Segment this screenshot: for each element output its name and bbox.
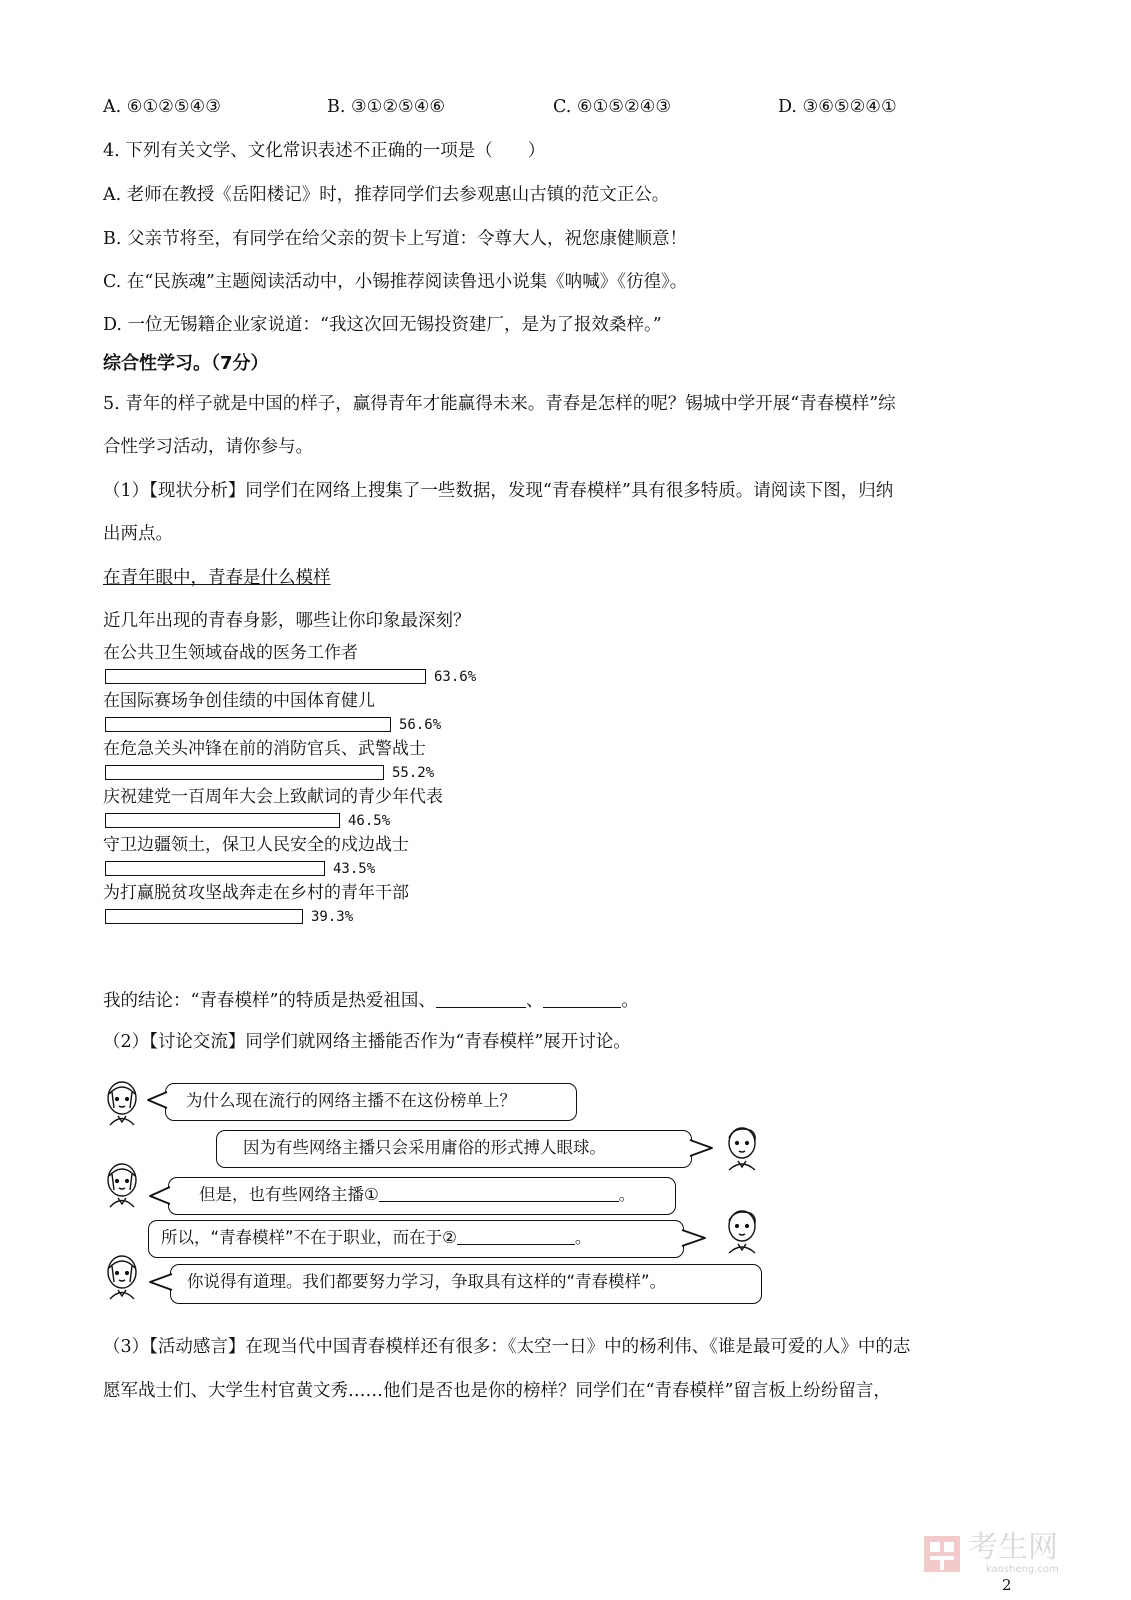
girl-avatar-icon [100, 1160, 144, 1210]
q5-part1-line1: （1）【现状分析】同学们在网络上搜集了一些数据，发现“青春模样”具有很多特质。请阅读下图，归纳 [103, 481, 894, 501]
q4-option-d: D. 一位无锡籍企业家说道：“我这次回无锡投资建厂，是为了报效桑梓。” [103, 315, 662, 335]
q4-option-c: C. 在“民族魂”主题阅读活动中，小锡推荐阅读鲁迅小说集《呐喊》《彷徨》。 [103, 272, 688, 292]
q3-option-a: A. ⑥①②⑤④③ [103, 97, 221, 117]
dialog-end-4: 。 [574, 1228, 592, 1247]
section-title: 综合性学习。（7分） [103, 353, 269, 374]
bar-category-label: 在公共卫生领域奋战的医务工作者 [103, 643, 358, 663]
conclusion-end: 。 [621, 991, 639, 1011]
q5-intro-line1: 5. 青年的样子就是中国的样子，赢得青年才能赢得未来。青春是怎样的呢？锡城中学开展“青春模样”综 [103, 394, 896, 414]
q5-intro-line2: 合性学习活动，请你参与。 [103, 437, 313, 457]
bar-value-label: 46.5% [348, 813, 391, 829]
conclusion-prefix: 我的结论：“青春模样”的特质是热爱祖国、 [103, 991, 436, 1011]
chart-question: 近几年出现的青春身影，哪些让你印象最深刻？ [103, 611, 471, 631]
boy-avatar-icon [720, 1122, 764, 1172]
q4-option-a: A. 老师在教授《岳阳楼记》时，推荐同学们去参观惠山古镇的范文正公。 [103, 185, 670, 205]
girl-avatar-icon [100, 1252, 144, 1302]
watermark-url: kaosheng.com [986, 1564, 1059, 1575]
bar-value-label: 56.6% [399, 717, 442, 733]
q3-option-b: B. ③①②⑤④⑥ [327, 97, 446, 117]
q5-part3-line2: 愿军战士们、大学生村官黄文秀……他们是否也是你的榜样？同学们在“青春模样”留言板上纷纷留言， [103, 1381, 891, 1401]
bar-category-label: 在危急关头冲锋在前的消防官兵、武警战士 [103, 739, 426, 759]
boy-avatar-icon [720, 1205, 764, 1255]
q4-option-b: B. 父亲节将至，有同学在给父亲的贺卡上写道：令尊大人，祝您康健顺意！ [103, 229, 687, 249]
dialog-text-5: 你说得有道理。我们都要努力学习，争取具有这样的“青春模样”。 [187, 1272, 667, 1291]
q3-option-d: D. ③⑥⑤②④① [778, 97, 897, 117]
bar-category-label: 守卫边疆领土，保卫人民安全的戍边战士 [103, 835, 409, 855]
bar-category-label: 庆祝建党一百周年大会上致献词的青少年代表 [103, 787, 443, 807]
page-number: 2 [1002, 1576, 1012, 1594]
dialog-text-4: 所以，“青春模样”不在于职业，而在于② [161, 1228, 457, 1247]
dialog-text-3: 但是，也有些网络主播① [199, 1185, 379, 1204]
logo-icon [922, 1534, 962, 1574]
dialog-text-2: 因为有些网络主播只会采用庸俗的形式搏人眼球。 [243, 1138, 606, 1157]
dialog-end-3: 。 [618, 1185, 636, 1204]
watermark [922, 1532, 1092, 1578]
bar-value-label: 63.6% [434, 669, 477, 685]
q5-part2: （2）【讨论交流】同学们就网络主播能否作为“青春模样”展开讨论。 [103, 1032, 631, 1052]
chart-title: 在青年眼中，青春是什么模样 [103, 568, 331, 588]
watermark-brand: 考生网 [968, 1530, 1058, 1565]
q3-option-c: C. ⑥①⑤②④③ [553, 97, 672, 117]
q5-part3-line1: （3）【活动感言】在现当代中国青春模样还有很多：《太空一日》中的杨利伟、《谁是最可爱的人》中的志 [103, 1337, 911, 1357]
q4-stem: 4. 下列有关文学、文化常识表述不正确的一项是（ ） [103, 141, 546, 161]
bar-value-label: 43.5% [333, 861, 376, 877]
bar-category-label: 为打赢脱贫攻坚战奔走在乡村的青年干部 [103, 883, 409, 903]
dialog-text-1: 为什么现在流行的网络主播不在这份榜单上？ [186, 1091, 516, 1110]
girl-avatar-icon [100, 1078, 144, 1128]
conclusion-sep: 、 [525, 991, 544, 1011]
bar-category-label: 在国际赛场争创佳绩的中国体育健儿 [103, 691, 375, 711]
q5-part1-line2: 出两点。 [103, 524, 173, 544]
bar-value-label: 39.3% [311, 909, 354, 925]
bar-value-label: 55.2% [392, 765, 435, 781]
